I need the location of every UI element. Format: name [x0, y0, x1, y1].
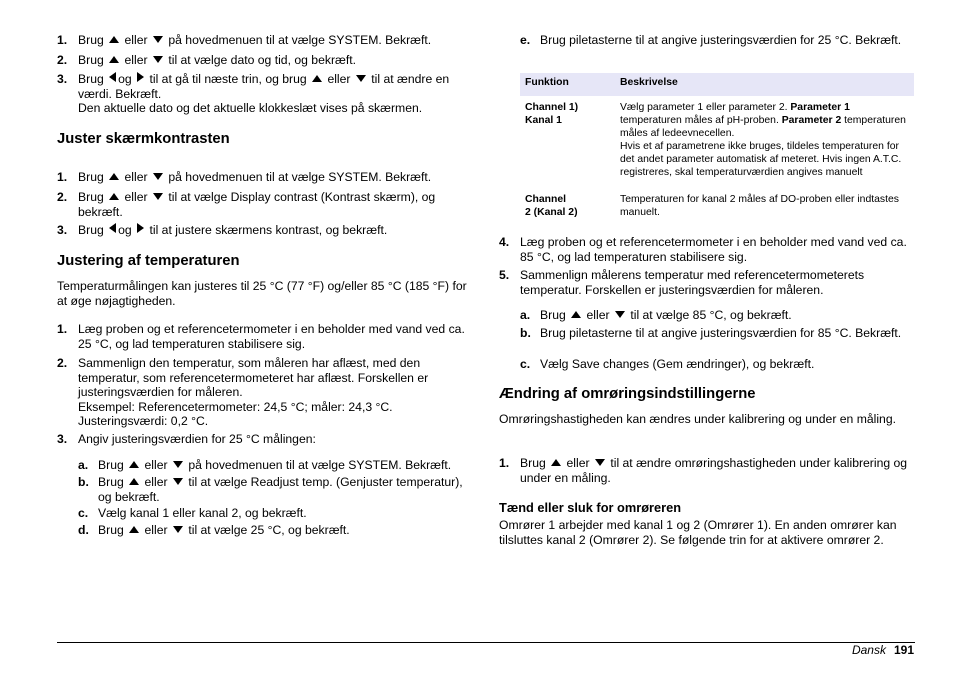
- arrow-up-icon: [109, 173, 119, 180]
- table-cell: Channel 2 (Kanal 2): [525, 194, 578, 219]
- arrow-down-icon: [153, 56, 163, 63]
- table-header-row: [520, 73, 914, 96]
- arrow-down-icon: [153, 36, 163, 43]
- temperature-intro: Temperaturmålingen kan justeres til 25 °C (77 °F) og/eller 85 °C (185 °F) for at øge nøjagtigheden.: [57, 279, 467, 308]
- arrow-down-icon: [595, 459, 605, 466]
- arrow-down-icon: [173, 461, 183, 468]
- arrow-down-icon: [173, 526, 183, 533]
- arrow-up-icon: [129, 461, 139, 468]
- arrow-up-icon: [129, 478, 139, 485]
- arrow-up-icon: [109, 36, 119, 43]
- arrow-up-icon: [571, 311, 581, 318]
- arrow-down-icon: [153, 173, 163, 180]
- stirrer-text: Omrører 1 arbejder med kanal 1 og 2 (Omrører 1). En anden omrører kan tilsluttes kanal 2 (Omrører 2). Se følgende trin for at aktivere omrører 2.: [499, 518, 897, 547]
- page-number: 191: [893, 643, 914, 657]
- arrow-down-icon: [173, 478, 183, 485]
- section-heading-stirring: Ændring af omrøringsindstillingerne: [499, 386, 756, 402]
- stirring-intro: Omrøringshastigheden kan ændres under kalibrering og under en måling.: [499, 412, 896, 426]
- function-table: [520, 73, 914, 220]
- footer-language: Dansk: [851, 643, 886, 657]
- arrow-down-icon: [356, 75, 366, 82]
- arrow-right-icon: [137, 72, 144, 82]
- footer-divider: [57, 642, 915, 643]
- page-footer: [852, 643, 914, 657]
- arrow-up-icon: [551, 459, 561, 466]
- table-header-cell: Beskrivelse: [615, 73, 914, 96]
- table-cell: Channel 1) Kanal 1: [525, 102, 579, 126]
- section-heading-temperature: Justering af temperaturen: [57, 253, 240, 269]
- table-header-cell: Funktion: [520, 73, 615, 96]
- arrow-left-icon: [109, 223, 116, 233]
- arrow-up-icon: [312, 75, 322, 82]
- table-row: [520, 96, 914, 192]
- arrow-down-icon: [153, 193, 163, 200]
- table-cell: Vælg parameter 1 eller parameter 2. Parameter 1 temperaturen måles af pH-proben. Parameter 2 temperaturen måles af ledeevnecellen. Hvis et af parametrene ikke bruges, tildeles temperaturen for det andet parameter automatisk af meteret. Hvis ingen A.T.C. registreres, skal temperaturværdien angives manuelt: [620, 102, 906, 178]
- subsection-heading-stirrer: Tænd eller sluk for omrøreren: [499, 500, 682, 515]
- section-heading-contrast: Juster skærmkontrasten: [57, 131, 230, 147]
- table-row: [520, 192, 914, 220]
- arrow-up-icon: [109, 193, 119, 200]
- arrow-up-icon: [129, 526, 139, 533]
- arrow-left-icon: [109, 72, 116, 82]
- table-cell: Temperaturen for kanal 2 måles af DO-proben eller indtastes manuelt.: [620, 194, 899, 219]
- arrow-down-icon: [615, 311, 625, 318]
- arrow-right-icon: [137, 223, 144, 233]
- arrow-up-icon: [109, 56, 119, 63]
